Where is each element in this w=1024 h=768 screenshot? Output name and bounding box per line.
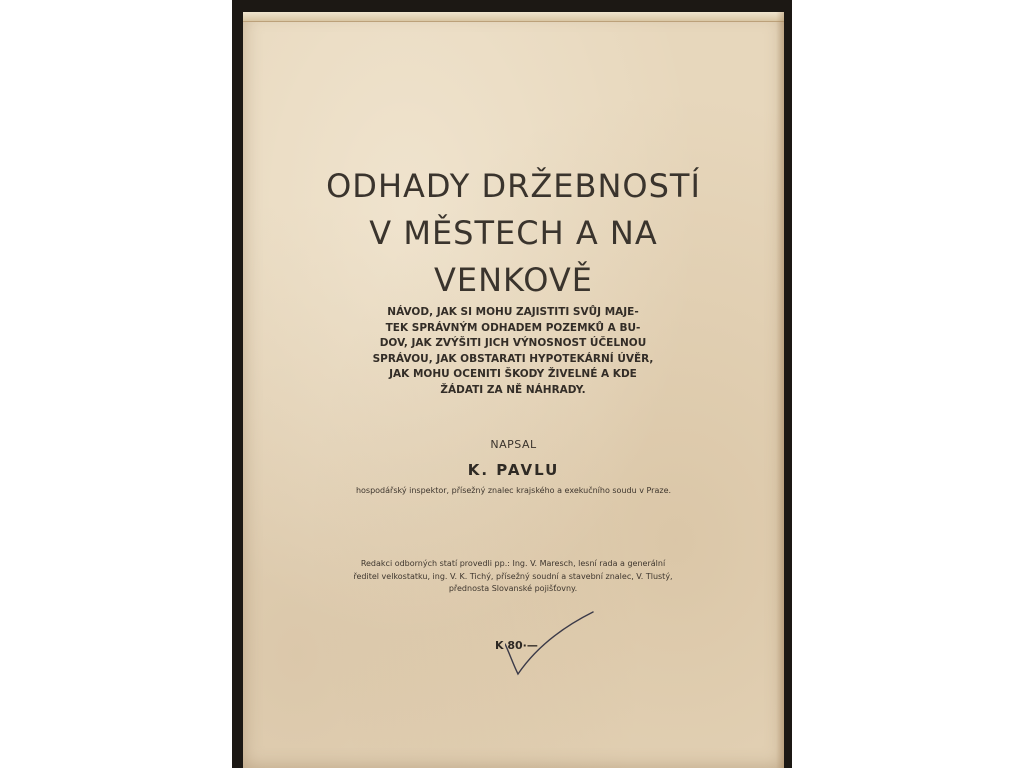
editors-line: ředitel velkostatku, ing. V. K. Tichý, přísežný soudní a stavební znalec, V. Tlustý, xyxy=(353,571,673,581)
price-label: K 80·— xyxy=(495,639,538,652)
editors-note xyxy=(323,558,703,596)
book-title xyxy=(243,163,784,304)
description-line: NÁVOD, JAK SI MOHU ZAJISTITI SVŮJ MAJE- xyxy=(387,306,639,318)
book-cover xyxy=(243,12,784,768)
byline-label: NAPSAL xyxy=(490,438,537,451)
editors-line: Redakci odborných statí provedli pp.: Ing. V. Maresch, lesní rada a generální xyxy=(360,559,666,568)
author-role: hospodářský inspektor, přísežný znalec krajského a exekučního soudu v Praze. xyxy=(355,486,672,495)
description-line: ŽÁDATI ZA NĚ NÁHRADY. xyxy=(440,383,586,396)
title-line: VENKOVĚ xyxy=(433,261,593,299)
description-line: DOV, JAK ZVÝŠITI JICH VÝNOSNOST ÚČELNOU xyxy=(379,337,647,349)
description-line: TEK SPRÁVNÝM ODHADEM POZEMKŮ A BU- xyxy=(385,321,641,334)
title-line: V MĚSTECH A NA xyxy=(369,214,658,252)
description-line: SPRÁVOU, JAK OBSTARATI HYPOTEKÁRNÍ ÚVĚR, xyxy=(372,352,654,365)
editors-line: přednosta Slovanské pojišťovny. xyxy=(448,584,578,593)
author-name: K. PAVLU xyxy=(467,461,560,479)
title-line: ODHADY DRŽEBNOSTÍ xyxy=(326,167,701,205)
handwritten-check-mark xyxy=(505,608,595,678)
book-description xyxy=(363,305,663,398)
description-line: JAK MOHU OCENITI ŠKODY ŽIVELNÉ A KDE xyxy=(389,368,637,380)
